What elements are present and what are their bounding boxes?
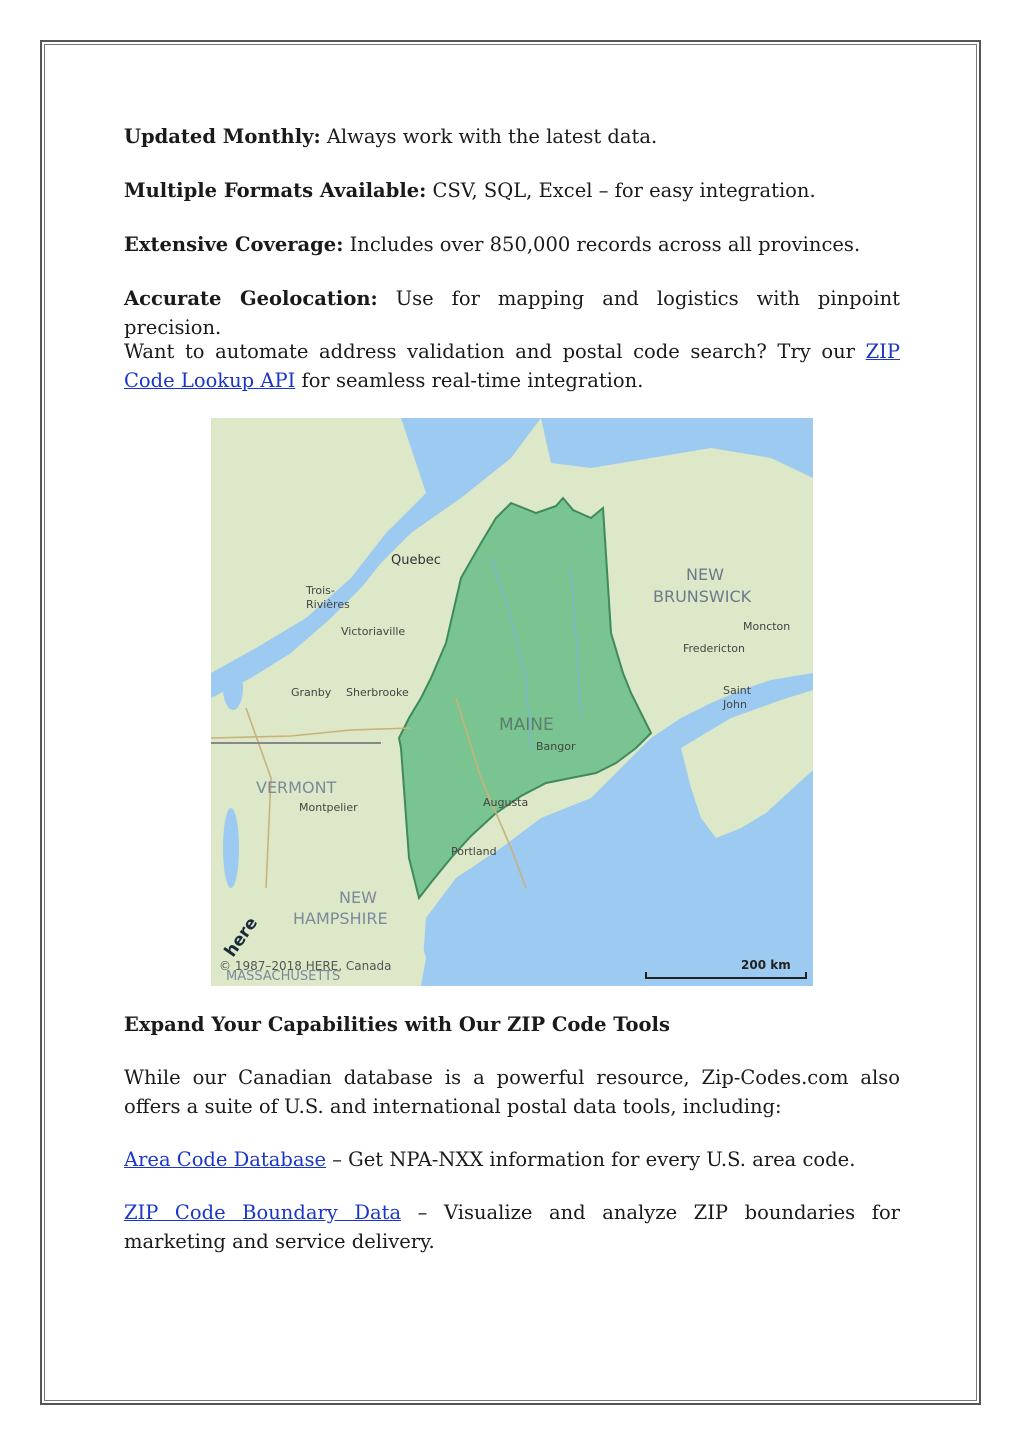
- label-augusta: Augusta: [483, 796, 529, 809]
- maine-map-image: [211, 418, 813, 986]
- label-moncton: Moncton: [743, 620, 791, 633]
- area-code-database-link[interactable]: Area Code Database: [124, 1148, 327, 1171]
- label-vermont: VERMONT: [256, 778, 337, 797]
- label-portland: Portland: [451, 845, 497, 858]
- tool-zip-boundary: [124, 1198, 900, 1256]
- label-sherbrooke: Sherbrooke: [346, 686, 409, 699]
- bullet-label: Accurate Geolocation:: [124, 287, 378, 310]
- tools-heading: Expand Your Capabilities with Our ZIP Code Tools: [124, 1013, 670, 1036]
- lake: [223, 666, 243, 710]
- label-quebec: Quebec: [391, 553, 441, 568]
- tool-description: – Get NPA-NXX information for every U.S. area code.: [326, 1148, 856, 1171]
- api-promo-text: Want to automate address validation and postal code search? Try our: [124, 340, 866, 363]
- bullet-text: Use for mapping and logistics with pinpoint precision.: [124, 287, 900, 339]
- bullet-text: CSV, SQL, Excel – for easy integration.: [426, 179, 816, 202]
- api-promo-paragraph: [124, 337, 900, 395]
- label-new-brunswick-1: NEW: [686, 565, 724, 584]
- bullet-text: Always work with the latest data.: [320, 125, 658, 148]
- label-montpelier: Montpelier: [299, 801, 358, 814]
- label-new-hampshire-1: NEW: [339, 888, 377, 907]
- zip-code-boundary-data-link[interactable]: ZIP Code Boundary Data: [124, 1201, 402, 1224]
- label-john: John: [723, 698, 747, 711]
- label-maine: MAINE: [499, 715, 554, 735]
- label-trois: Trois-: [306, 584, 335, 597]
- bullet-text: Includes over 850,000 records across all provinces.: [343, 233, 861, 256]
- bullet-extensive-coverage: [124, 230, 860, 259]
- bullet-multiple-formats: [124, 176, 816, 205]
- bullet-updated-monthly: [124, 122, 657, 151]
- lake-champlain: [223, 808, 239, 888]
- bullet-label: Multiple Formats Available:: [124, 179, 427, 202]
- bullet-label: Updated Monthly:: [124, 125, 321, 148]
- tools-intro: While our Canadian database is a powerful resource, Zip-Codes.com also offers a suite of U.S. and international postal data tools, including:: [124, 1066, 900, 1118]
- label-saint: Saint: [723, 684, 752, 697]
- zip-code-lookup-api-link[interactable]: ZIP Code Lookup API: [124, 340, 900, 392]
- label-granby: Granby: [291, 686, 332, 699]
- label-bangor: Bangor: [536, 740, 576, 753]
- label-fredericton: Fredericton: [683, 642, 745, 655]
- label-rivieres: Rivières: [306, 598, 350, 611]
- map-copyright: © 1987–2018 HERE, Canada: [219, 959, 392, 973]
- tool-area-code: [124, 1145, 855, 1174]
- bullet-label: Extensive Coverage:: [124, 233, 344, 256]
- svg-text:here: here: [220, 913, 263, 961]
- tool-description: – Visualize and analyze ZIP boundaries for marketing and service delivery.: [124, 1201, 901, 1253]
- label-victoriaville: Victoriaville: [341, 625, 406, 638]
- api-promo-text-end: for seamless real-time integration.: [295, 369, 644, 392]
- label-new-brunswick-2: BRUNSWICK: [653, 587, 752, 606]
- label-new-hampshire-2: HAMPSHIRE: [293, 909, 388, 928]
- label-massachusetts: MASSACHUSETTS: [226, 969, 341, 984]
- bullet-accurate-geolocation: [124, 284, 900, 342]
- scale-label: 200 km: [741, 958, 791, 972]
